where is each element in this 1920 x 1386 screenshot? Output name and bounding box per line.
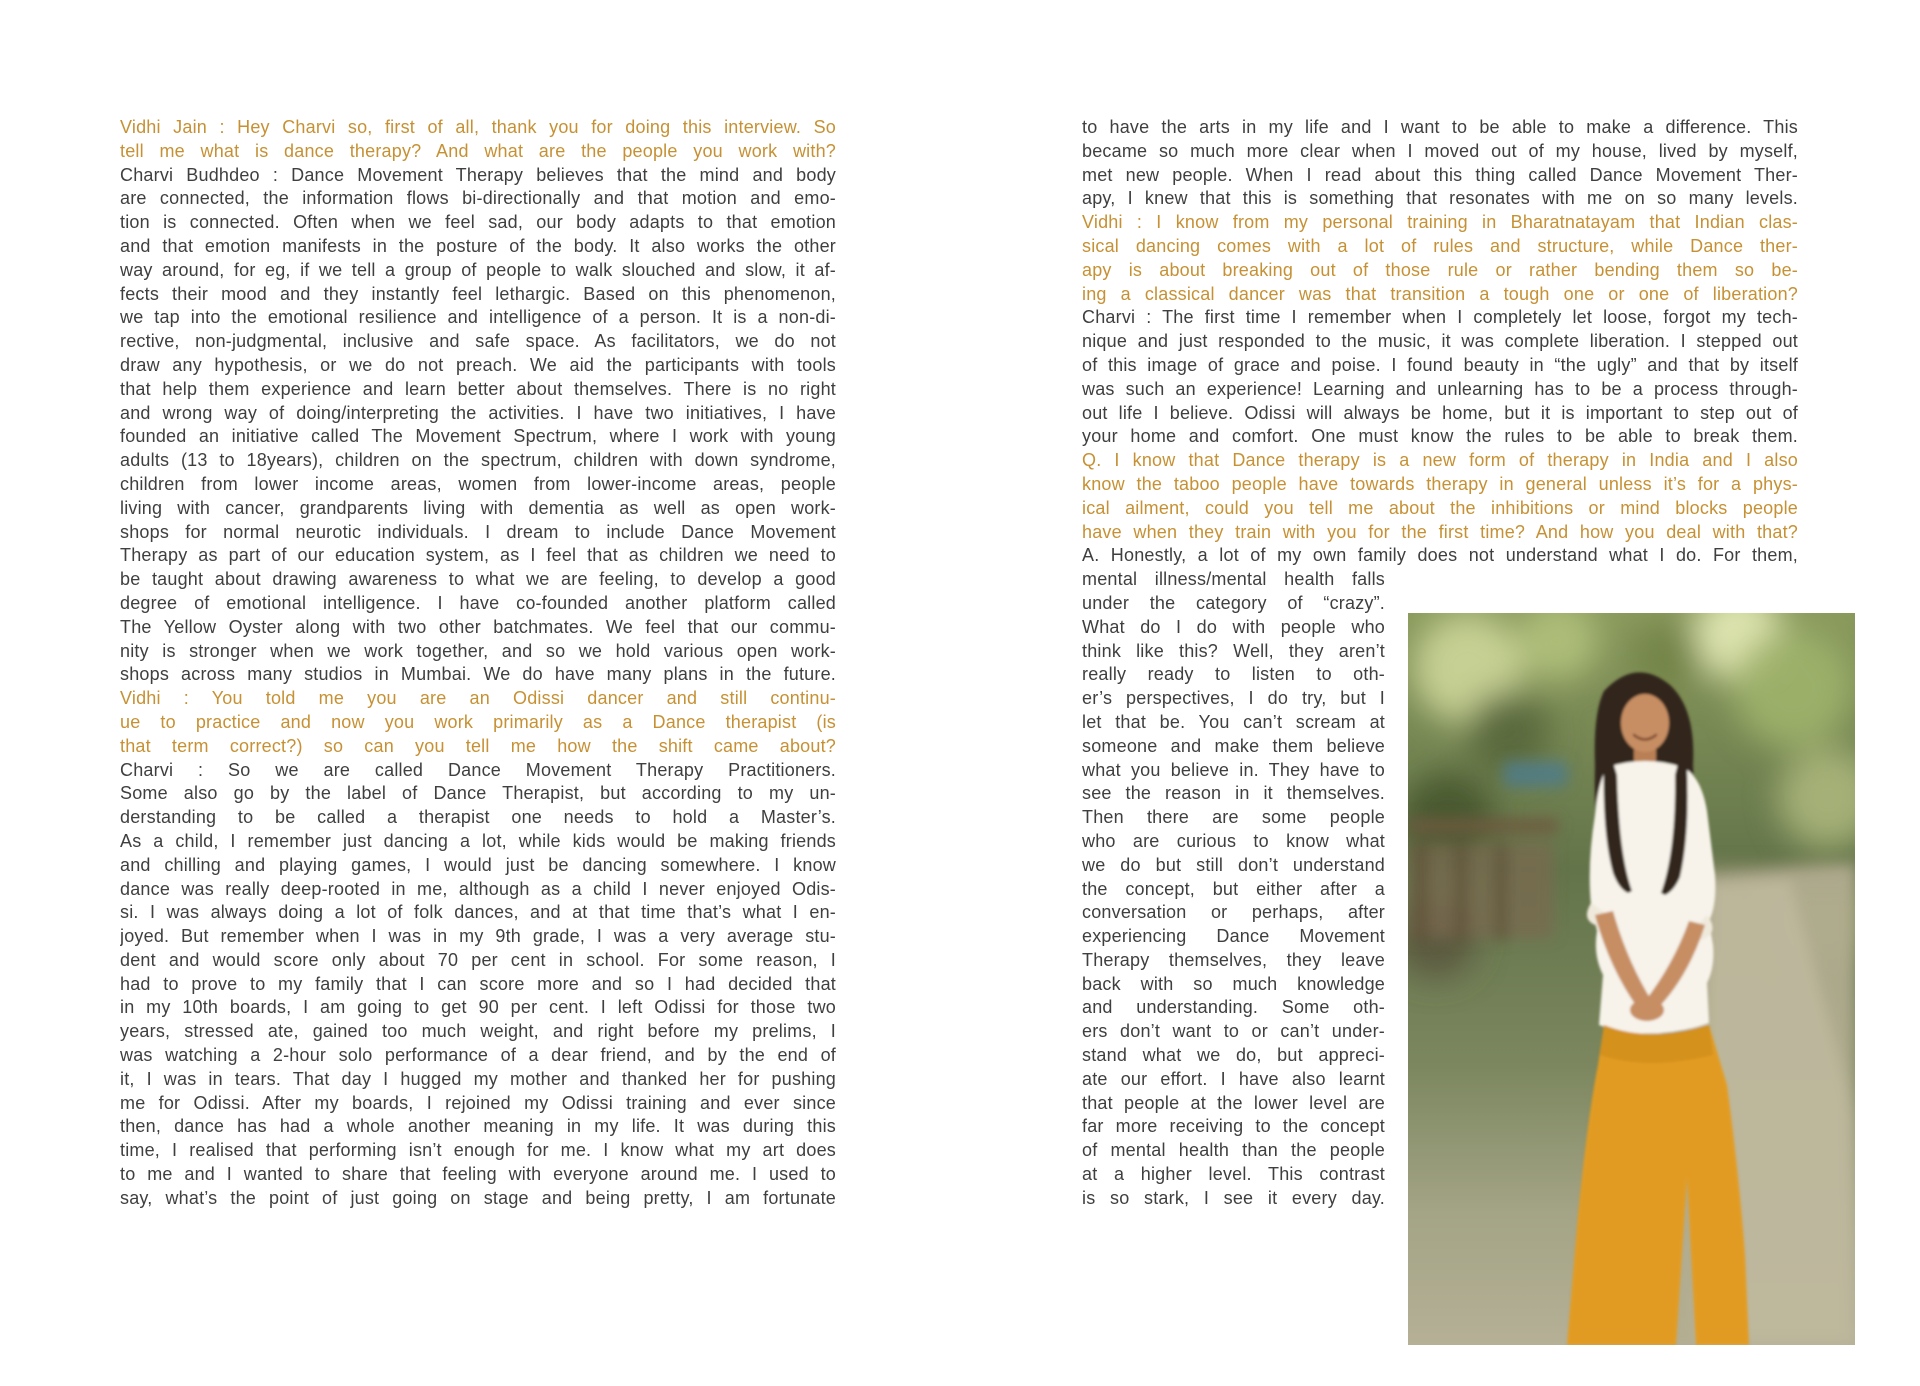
text-line: to me and I wanted to share that feeling with everyone around me. I used to: [120, 1164, 836, 1185]
face: [1621, 694, 1669, 752]
text-line: and understanding. Some oth-: [1082, 997, 1385, 1018]
text-line: shops across many studios in Mumbai. We do have many plans in the future.: [120, 664, 836, 685]
text-line: ue to practice and now you work primarily as a Dance therapist (is: [120, 711, 836, 732]
text-line: sical dancing comes with a lot of rules and structure, while Dance ther-: [1082, 235, 1798, 256]
text-line: er’s perspectives, I do try, but I: [1082, 688, 1385, 709]
text-line: experiencing Dance Movement: [1082, 926, 1385, 947]
fence-rail: [1408, 818, 1558, 834]
text-line: joyed. But remember when I was in my 9th grade, I was a very average stu-: [120, 926, 836, 947]
clasped-hands: [1630, 999, 1664, 1021]
text-line: had to prove to my family that I can score more and so I had decided that: [120, 973, 836, 994]
text-line: became so much more clear when I moved out of my house, lived by myself,: [1082, 140, 1798, 161]
text-line: nity is stronger when we work together, and so we hold various open work-: [120, 640, 836, 661]
text-line: of mental health than the people: [1082, 1140, 1385, 1161]
text-line: time, I realised that performing isn’t enough for me. I know what my art does: [120, 1140, 836, 1161]
text-line: living with cancer, grandparents living with dementia as well as open work-: [120, 497, 836, 518]
text-line: As a child, I remember just dancing a lot, while kids would be making friends: [120, 830, 836, 851]
text-line: who are curious to know what: [1082, 830, 1385, 851]
text-line: let that be. You can’t scream at: [1082, 711, 1385, 732]
text-line: derstanding to be called a therapist one needs to hold a Master’s.: [120, 807, 836, 828]
text-line: ical ailment, could you tell me about the inhibitions or mind blocks people: [1082, 497, 1798, 518]
text-line: stand what we do, but appreci-: [1082, 1045, 1385, 1066]
text-line: me for Odissi. After my boards, I rejoined my Odissi training and ever since: [120, 1092, 836, 1113]
text-line: see the reason in it themselves.: [1082, 783, 1385, 804]
text-line: of this image of grace and poise. I found beauty in “the ugly” and that by itself: [1082, 354, 1798, 375]
text-line: far more receiving to the concept: [1082, 1116, 1385, 1137]
portrait-illustration: [1408, 613, 1855, 1345]
text-line: ate our effort. I have also learnt: [1082, 1068, 1385, 1089]
text-line: Then there are some people: [1082, 807, 1385, 828]
text-line: and wrong way of doing/interpreting the activities. I have two initiatives, I have: [120, 402, 836, 423]
text-line: have when they train with you for the first time? And how you deal with that?: [1082, 521, 1798, 542]
text-line: conversation or perhaps, after: [1082, 902, 1385, 923]
blue-tarp: [1503, 761, 1568, 787]
text-line: shops for normal neurotic individuals. I dream to include Dance Movement: [120, 521, 836, 542]
text-line: fects their mood and they instantly feel lethargic. Based on this phenomenon,: [120, 283, 836, 304]
text-line: then, dance has had a whole another meaning in my life. It was during this: [120, 1116, 836, 1137]
text-line: Therapy themselves, they leave: [1082, 949, 1385, 970]
text-line: it, I was in tears. That day I hugged my mother and thanked her for pushing: [120, 1068, 836, 1089]
text-line: and that emotion manifests in the posture of the body. It also works the other: [120, 235, 836, 256]
text-line: apy is about breaking out of those rule or rather bending them so be-: [1082, 259, 1798, 280]
text-line: your home and comfort. One must know the rules to be able to break them.: [1082, 426, 1798, 447]
text-line: ers don’t want to or can’t under-: [1082, 1021, 1385, 1042]
text-line: nique and just responded to the music, it was complete liberation. I stepped out: [1082, 331, 1798, 352]
text-line: under the category of “crazy”.: [1082, 592, 1385, 613]
text-line: in my 10th boards, I am going to get 90 per cent. I left Odissi for those two: [120, 997, 836, 1018]
text-line: we tap into the emotional resilience and intelligence of a person. It is a non-di-: [120, 307, 836, 328]
text-line: to have the arts in my life and I want to be able to make a difference. This: [1082, 117, 1798, 137]
text-line: The Yellow Oyster along with two other batchmates. We feel that our commu-: [120, 616, 836, 637]
text-line: What do I do with people who: [1082, 616, 1385, 637]
text-line: back with so much knowledge: [1082, 973, 1385, 994]
fence-planks: [1408, 843, 1553, 938]
text-line: Vidhi : You told me you are an Odissi dancer and still continu-: [120, 688, 836, 709]
text-line: degree of emotional intelligence. I have co-founded another platform called: [120, 592, 836, 613]
text-line: was such an experience! Learning and unlearning has to be a process through-: [1082, 378, 1798, 399]
text-line: Charvi Budhdeo : Dance Movement Therapy believes that the mind and body: [120, 164, 836, 185]
text-line: really ready to listen to oth-: [1082, 664, 1385, 685]
text-line: someone and make them believe: [1082, 735, 1385, 756]
text-line: way around, for eg, if we tell a group of people to walk slouched and slow, it af-: [120, 259, 836, 280]
text-line: Q. I know that Dance therapy is a new form of therapy in India and I also: [1082, 450, 1798, 471]
text-line: Charvi : The first time I remember when I completely let loose, forgot my tech-: [1082, 307, 1798, 328]
text-line: children from lower income areas, women from lower-income areas, people: [120, 473, 836, 494]
text-line: that people at the lower level are: [1082, 1092, 1385, 1113]
text-line: be taught about drawing awareness to what we are feeling, to develop a good: [120, 569, 836, 590]
charvi-portrait-photo: [1408, 613, 1855, 1345]
text-line: rective, non-judgmental, inclusive and safe space. As facilitators, we do not: [120, 331, 836, 352]
text-line: Some also go by the label of Dance Therapist, but according to my un-: [120, 783, 836, 804]
text-line: dent and would score only about 70 per cent in school. For some reason, I: [120, 949, 836, 970]
text-line: mental illness/mental health falls: [1082, 569, 1385, 590]
text-line: tion is connected. Often when we feel sad, our body adapts to that emotion: [120, 212, 836, 233]
text-line: dance was really deep-rooted in me, although as a child I never enjoyed Odis-: [120, 878, 836, 899]
text-line: ing a classical dancer was that transition a tough one or one of liberation?: [1082, 283, 1798, 304]
text-line: adults (13 to 18years), children on the spectrum, children with down syndrome,: [120, 450, 836, 471]
text-line: Vidhi : I know from my personal training in Bharatnatayam that Indian clas-: [1082, 212, 1798, 233]
text-line: think like this? Well, they aren’t: [1082, 640, 1385, 661]
text-line: is so stark, I see it every day.: [1082, 1187, 1385, 1208]
text-line: are connected, the information flows bi-directionally and that motion and emo-: [120, 188, 836, 209]
text-line: at a higher level. This contrast: [1082, 1164, 1385, 1185]
text-line: Therapy as part of our education system, as I feel that as children we need to: [120, 545, 836, 566]
text-line: apy, I knew that this is something that resonates with me on so many levels.: [1082, 188, 1798, 209]
text-line: si. I was always doing a lot of folk dances, and at that time that’s what I en-: [120, 902, 836, 923]
text-line: tell me what is dance therapy? And what are the people you work with?: [120, 140, 836, 161]
left-text-column: [120, 116, 836, 1211]
text-line: say, what’s the point of just going on stage and being pretty, I am fortunate: [120, 1187, 836, 1208]
text-line: the concept, but either after a: [1082, 878, 1385, 899]
text-line: what you believe in. They have to: [1082, 759, 1385, 780]
text-line: that help them experience and learn better about themselves. There is no right: [120, 378, 836, 399]
text-line: that term correct?) so can you tell me how the shift came about?: [120, 735, 836, 756]
text-line: was watching a 2-hour solo performance of a dear friend, and by the end of: [120, 1045, 836, 1066]
text-line: draw any hypothesis, or we do not preach. We aid the participants with tools: [120, 354, 836, 375]
text-line: years, stressed ate, gained too much weight, and right before my prelims, I: [120, 1021, 836, 1042]
text-line: met new people. When I read about this thing called Dance Movement Ther-: [1082, 164, 1798, 185]
text-line: and chilling and playing games, I would just be dancing somewhere. I know: [120, 854, 836, 875]
text-line: founded an initiative called The Movement Spectrum, where I work with young: [120, 426, 836, 447]
text-line: Vidhi Jain : Hey Charvi so, first of all, thank you for doing this interview. So: [120, 117, 836, 137]
text-line: we do but still don’t understand: [1082, 854, 1385, 875]
text-line: know the taboo people have towards therapy in general unless it’s for a phys-: [1082, 473, 1798, 494]
text-line: out life I believe. Odissi will always be home, but it is important to step out of: [1082, 402, 1798, 423]
text-line: A. Honestly, a lot of my own family does not understand what I do. For them,: [1082, 545, 1798, 566]
text-line: Charvi : So we are called Dance Movement Therapy Practitioners.: [120, 759, 836, 780]
